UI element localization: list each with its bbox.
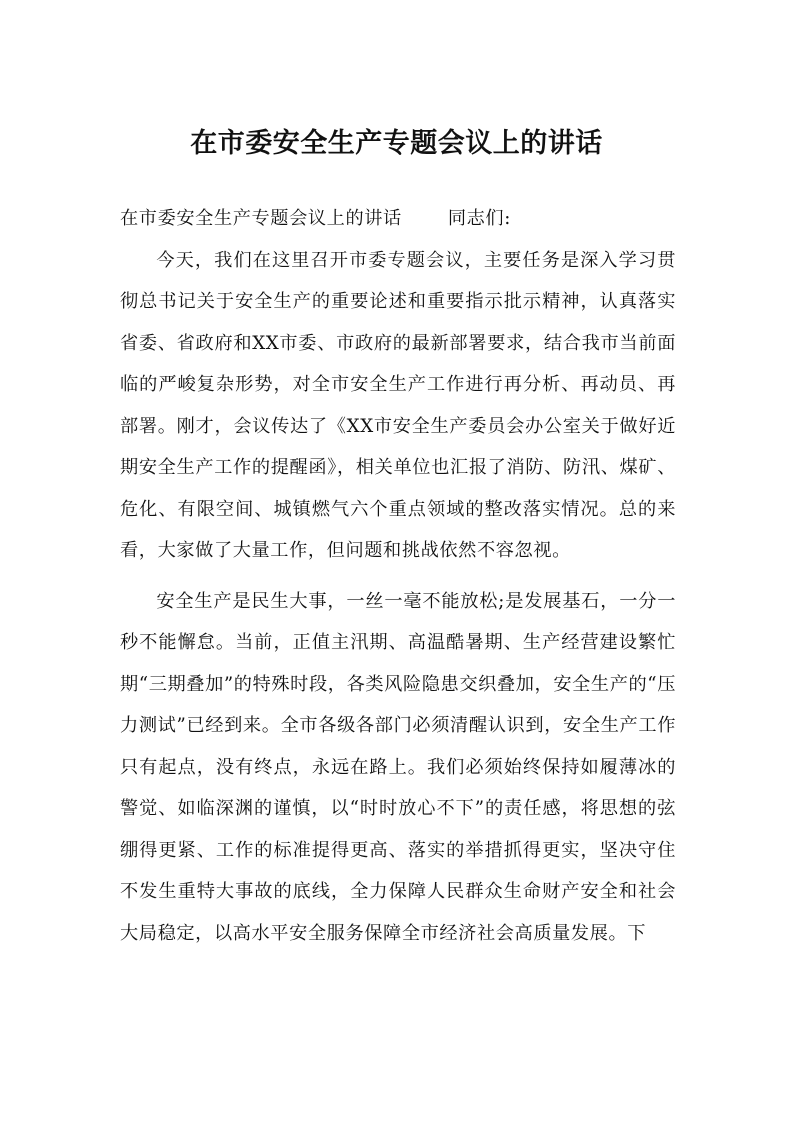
- salutation: 同志们:: [447, 208, 511, 229]
- opening-title: 在市委安全生产专题会议上的讲话: [120, 208, 402, 229]
- paragraph-1: 今天，我们在这里召开市委专题会议，主要任务是深入学习贯彻总书记关于安全生产的重要论述和重要指示批示精神，认真落实省委、省政府和XX市委、市政府的最新部署要求，结合我市当前面临的严峻复杂形势，对全市安全生产工作进行再分析、再动员、再部署。刚才，会议传达了《XX市安全生产委员会办公室关于做好近期安全生产工作的提醒函》，相关单位也汇报了消防、防汛、煤矿、危化、有限空间、城镇燃气六个重点领域的整改落实情况。总的来看，大家做了大量工作，但问题和挑战依然不容忽视。: [120, 249, 676, 561]
- document-title: 在市委安全生产专题会议上的讲话: [190, 128, 603, 159]
- paragraph-2: 安全生产是民生大事，一丝一毫不能放松;是发展基石，一分一秒不能懈怠。当前，正值主汛期、高温酷暑期、生产经营建设繁忙期“三期叠加”的特殊时段，各类风险隐患交织叠加，安全生产的“压力测试”已经到来。全市各级各部门必须清醒认识到，安全生产工作只有起点，没有终点，永远在路上。我们必须始终保持如履薄冰的警觉、如临深渊的谨慎，以“时时放心不下”的责任感，将思想的弦绷得更紧、工作的标准提得更高、落实的举措抓得更实，坚决守住不发生重特大事故的底线，全力保障人民群众生命财产安全和社会大局稳定，以高水平安全服务保障全市经济社会高质量发展。下: [120, 590, 676, 944]
- document-body: [120, 198, 676, 954]
- opening-line: [120, 198, 676, 240]
